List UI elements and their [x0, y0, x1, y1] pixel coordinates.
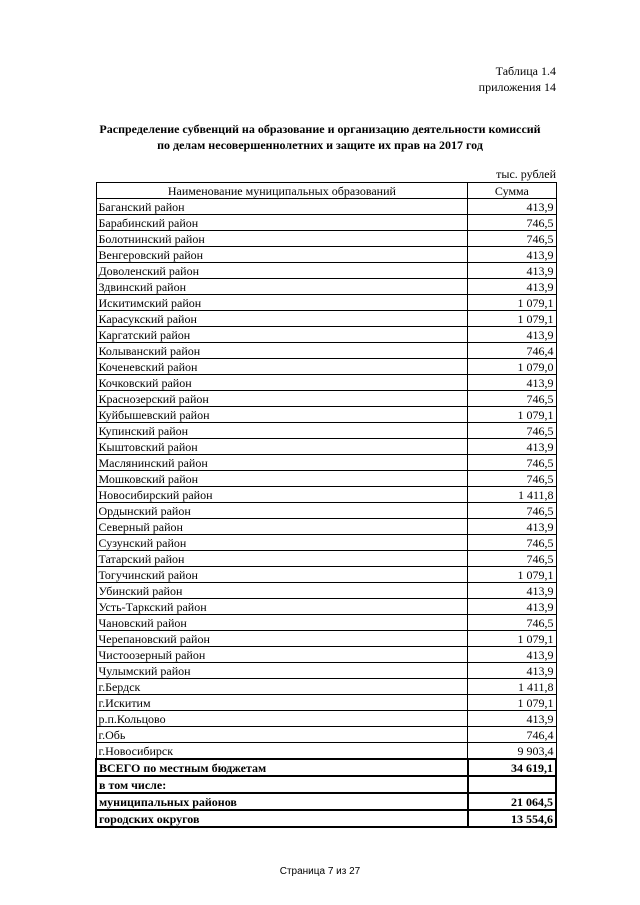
municipality-sum: 1 079,1 — [468, 567, 556, 583]
municipality-name: Чановский район — [96, 615, 468, 631]
document-title — [60, 121, 580, 153]
okrugs-label: городских округов — [96, 810, 468, 827]
municipality-name: Краснозерский район — [96, 391, 468, 407]
municipality-name: Кочковский район — [96, 375, 468, 391]
municipality-sum: 1 079,1 — [468, 407, 556, 423]
table-row — [96, 583, 556, 599]
municipality-sum: 746,5 — [468, 391, 556, 407]
municipality-sum: 413,9 — [468, 711, 556, 727]
municipality-sum: 413,9 — [468, 199, 556, 215]
municipality-name: р.п.Кольцово — [96, 711, 468, 727]
municipality-sum: 746,5 — [468, 423, 556, 439]
municipality-sum: 746,5 — [468, 535, 556, 551]
municipality-name: Колыванский район — [96, 343, 468, 359]
table-row — [96, 327, 556, 343]
municipality-sum: 413,9 — [468, 439, 556, 455]
table-number: Таблица 1.4 — [495, 64, 556, 78]
municipality-name: Ордынский район — [96, 503, 468, 519]
municipality-name: Убинский район — [96, 583, 468, 599]
title-line-1: Распределение субвенций на образование и организацию деятельности комиссий — [99, 122, 541, 136]
table-row — [96, 663, 556, 679]
municipality-sum: 413,9 — [468, 327, 556, 343]
table-row — [96, 279, 556, 295]
municipality-sum: 1 411,8 — [468, 679, 556, 695]
municipality-name: Баганский район — [96, 199, 468, 215]
municipality-sum: 746,5 — [468, 615, 556, 631]
table-row — [96, 439, 556, 455]
municipality-sum: 1 079,1 — [468, 695, 556, 711]
table-row — [96, 471, 556, 487]
okrugs-value: 13 554,6 — [468, 810, 556, 827]
including-label: в том числе: — [96, 776, 468, 793]
municipality-name: Маслянинский район — [96, 455, 468, 471]
municipality-name: Куйбышевский район — [96, 407, 468, 423]
municipality-sum: 746,5 — [468, 215, 556, 231]
units-label: тыс. рублей — [496, 167, 556, 181]
municipality-name: Здвинский район — [96, 279, 468, 295]
total-value: 34 619,1 — [468, 759, 556, 776]
column-header-name: Наименование муниципальных образований — [96, 183, 468, 199]
table-row — [96, 743, 556, 760]
municipality-sum: 1 079,1 — [468, 295, 556, 311]
municipality-sum: 746,5 — [468, 551, 556, 567]
municipality-name: Чистоозерный район — [96, 647, 468, 663]
municipality-sum: 1 411,8 — [468, 487, 556, 503]
municipality-sum: 1 079,0 — [468, 359, 556, 375]
table-row — [96, 391, 556, 407]
municipality-sum: 413,9 — [468, 583, 556, 599]
municipality-sum: 746,5 — [468, 471, 556, 487]
municipality-sum: 413,9 — [468, 519, 556, 535]
municipality-sum: 413,9 — [468, 375, 556, 391]
table-row — [96, 343, 556, 359]
municipality-sum: 9 903,4 — [468, 743, 556, 760]
municipality-sum: 413,9 — [468, 247, 556, 263]
including-value — [468, 776, 556, 793]
table-row — [96, 455, 556, 471]
municipality-sum: 413,9 — [468, 263, 556, 279]
table-row — [96, 263, 556, 279]
districts-label: муниципальных районов — [96, 793, 468, 810]
municipality-sum: 1 079,1 — [468, 311, 556, 327]
table-row — [96, 423, 556, 439]
municipality-sum: 413,9 — [468, 647, 556, 663]
municipality-name: Сузунский район — [96, 535, 468, 551]
municipality-name: Новосибирский район — [96, 487, 468, 503]
municipality-name: Барабинский район — [96, 215, 468, 231]
municipality-name: г.Искитим — [96, 695, 468, 711]
municipality-sum: 746,5 — [468, 503, 556, 519]
municipality-sum: 1 079,1 — [468, 631, 556, 647]
total-label: ВСЕГО по местным бюджетам — [96, 759, 468, 776]
municipality-name: г.Обь — [96, 727, 468, 743]
municipality-name: Мошковский район — [96, 471, 468, 487]
municipality-name: Купинский район — [96, 423, 468, 439]
title-line-2: по делам несовершеннолетних и защите их прав на 2017 год — [157, 138, 483, 152]
including-row — [96, 776, 556, 793]
table-row — [96, 247, 556, 263]
table-body — [96, 199, 556, 760]
table-row — [96, 375, 556, 391]
table-row — [96, 407, 556, 423]
municipality-name: Искитимский район — [96, 295, 468, 311]
table-row — [96, 615, 556, 631]
table-row — [96, 567, 556, 583]
municipality-name: Болотнинский район — [96, 231, 468, 247]
subvention-table — [95, 182, 557, 828]
table-header-row — [96, 183, 556, 199]
table-row — [96, 503, 556, 519]
table-row — [96, 727, 556, 743]
municipality-name: Карасукский район — [96, 311, 468, 327]
table-row — [96, 711, 556, 727]
table-row — [96, 231, 556, 247]
municipality-name: Северный район — [96, 519, 468, 535]
table-row — [96, 311, 556, 327]
table-summary — [96, 759, 556, 827]
page-number: Страница 7 из 27 — [279, 866, 361, 877]
municipality-name: г.Новосибирск — [96, 743, 468, 760]
municipality-name: Татарский район — [96, 551, 468, 567]
districts-row — [96, 793, 556, 810]
table-row — [96, 215, 556, 231]
table-row — [96, 295, 556, 311]
municipality-name: Кыштовский район — [96, 439, 468, 455]
municipality-name: Чулымский район — [96, 663, 468, 679]
column-header-sum: Сумма — [468, 183, 556, 199]
table-row — [96, 631, 556, 647]
municipality-name: Венгеровский район — [96, 247, 468, 263]
municipality-sum: 746,5 — [468, 231, 556, 247]
municipality-sum: 413,9 — [468, 663, 556, 679]
municipality-name: Каргатский район — [96, 327, 468, 343]
table-row — [96, 599, 556, 615]
total-row — [96, 759, 556, 776]
table-row — [96, 551, 556, 567]
municipality-name: Доволенский район — [96, 263, 468, 279]
municipality-sum: 746,5 — [468, 455, 556, 471]
municipality-sum: 413,9 — [468, 599, 556, 615]
table-row — [96, 679, 556, 695]
table-row — [96, 519, 556, 535]
municipality-sum: 746,4 — [468, 343, 556, 359]
table-row — [96, 535, 556, 551]
table-row — [96, 199, 556, 215]
municipality-name: Черепановский район — [96, 631, 468, 647]
municipality-name: г.Бердск — [96, 679, 468, 695]
okrugs-row — [96, 810, 556, 827]
table-row — [96, 487, 556, 503]
table-row — [96, 359, 556, 375]
table-row — [96, 695, 556, 711]
municipality-sum: 746,4 — [468, 727, 556, 743]
municipality-name: Усть-Таркский район — [96, 599, 468, 615]
municipality-name: Коченевский район — [96, 359, 468, 375]
districts-value: 21 064,5 — [468, 793, 556, 810]
appendix-label: приложения 14 — [478, 80, 556, 94]
table-row — [96, 647, 556, 663]
municipality-sum: 413,9 — [468, 279, 556, 295]
municipality-name: Тогучинский район — [96, 567, 468, 583]
